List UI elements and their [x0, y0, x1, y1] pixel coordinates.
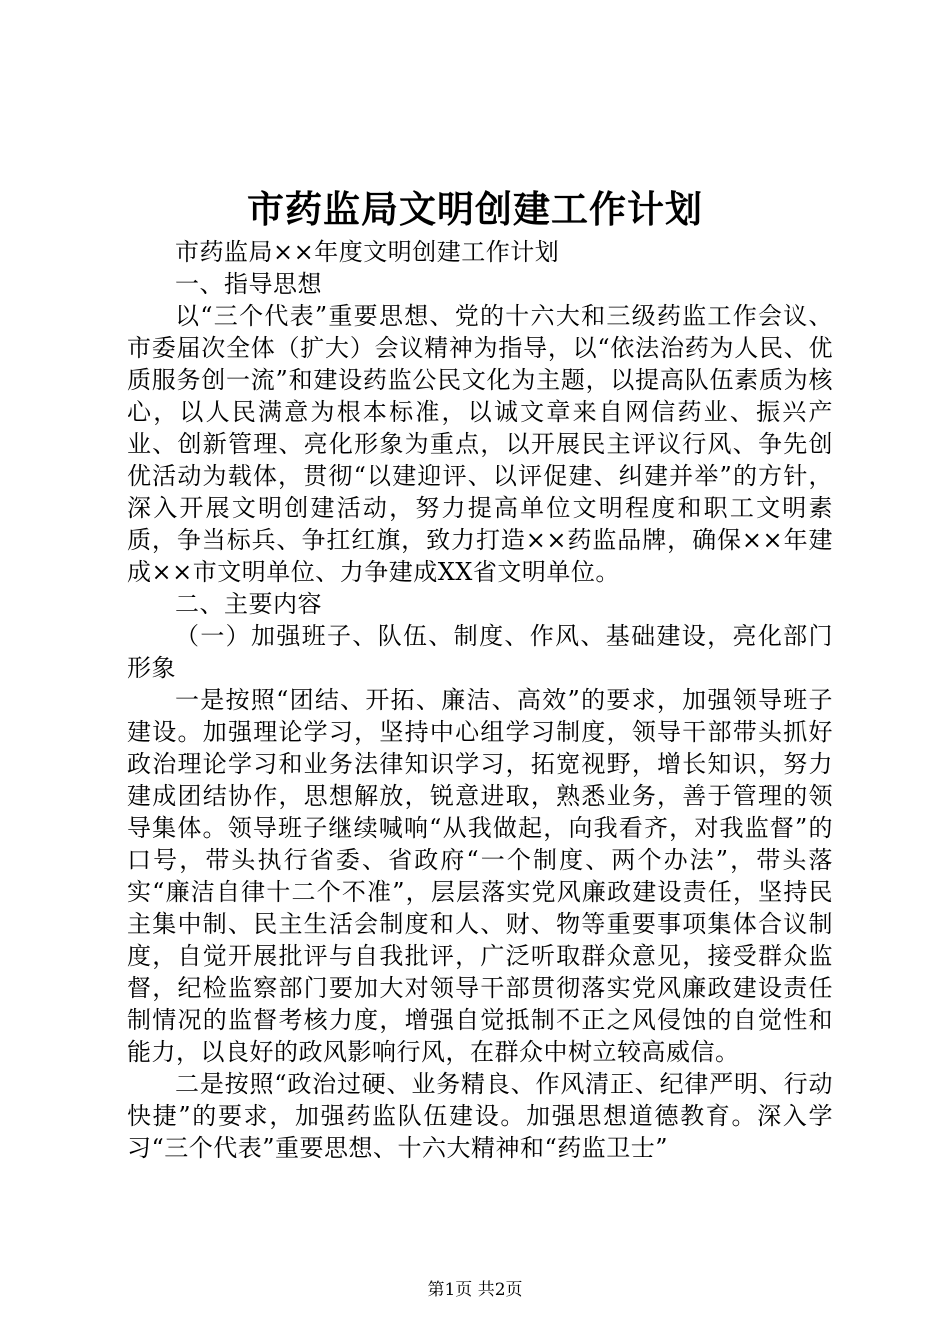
section-heading-guiding-ideology: 一、指导思想 [175, 270, 322, 298]
paragraph-subtitle: 市药监局××年度文明创建工作计划 [175, 238, 560, 266]
document-title: 市药监局文明创建工作计划 [247, 187, 703, 231]
section-heading-main-content: 二、主要内容 [175, 590, 322, 618]
document-body [127, 236, 833, 1164]
paragraph-leadership: 一是按照“团结、开拓、廉洁、高效”的要求，加强领导班子建设。加强理论学习，坚持中心组学习制度，领导干部带头抓好政治理论学习和业务法律知识学习，拓宽视野，增长知识，努力建成团结协作，思想解放，锐意进取，熟悉业务，善于管理的领导集体。领导班子继续喊响“从我做起，向我看齐，对我监督”的口号，带头执行省委、省政府“一个制度、两个办法”，带头落实“廉洁自律十二个不准”，层层落实党风廉政建设责任，坚持民主集中制、民主生活会制度和人、财、物等重要事项集体合议制度，自觉开展批评与自我批评，广泛听取群众意见，接受群众监督，纪检监察部门要加大对领导干部贯彻落实党风廉政建设责任制情况的监督考核力度，增强自觉抵制不正之风侵蚀的自觉性和能力，以良好的政风影响行风，在群众中树立较高威信。 [127, 686, 833, 1066]
page-indicator: 第1页 共2页 [427, 1280, 523, 1300]
paragraph-team-building: 二是按照“政治过硬、业务精良、作风清正、纪律严明、行动快捷”的要求，加强药监队伍建设。加强思想道德教育。深入学习“三个代表”重要思想、十六大精神和“药监卫士” [127, 1070, 833, 1162]
paragraph-guiding-ideology: 以“三个代表”重要思想、党的十六大和三级药监工作会议、市委届次全体（扩大）会议精神为指导，以“依法治药为人民、优质服务创一流”和建设药监公民文化为主题，以提高队伍素质为核心，以人民满意为根本标准，以诚文章来自网信药业、振兴产业、创新管理、亮化形象为重点，以开展民主评议行风、争先创优活动为载体，贯彻“以建迎评、以评促建、纠建并举”的方针，深入开展文明创建活动，努力提高单位文明程度和职工文明素质，争当标兵、争扛红旗，致力打造××药监品牌，确保××年建成××市文明单位、力争建成XX省文明单位。 [127, 302, 833, 586]
subsection-heading-one: （一）加强班子、队伍、制度、作风、基础建设，亮化部门形象 [127, 622, 833, 682]
